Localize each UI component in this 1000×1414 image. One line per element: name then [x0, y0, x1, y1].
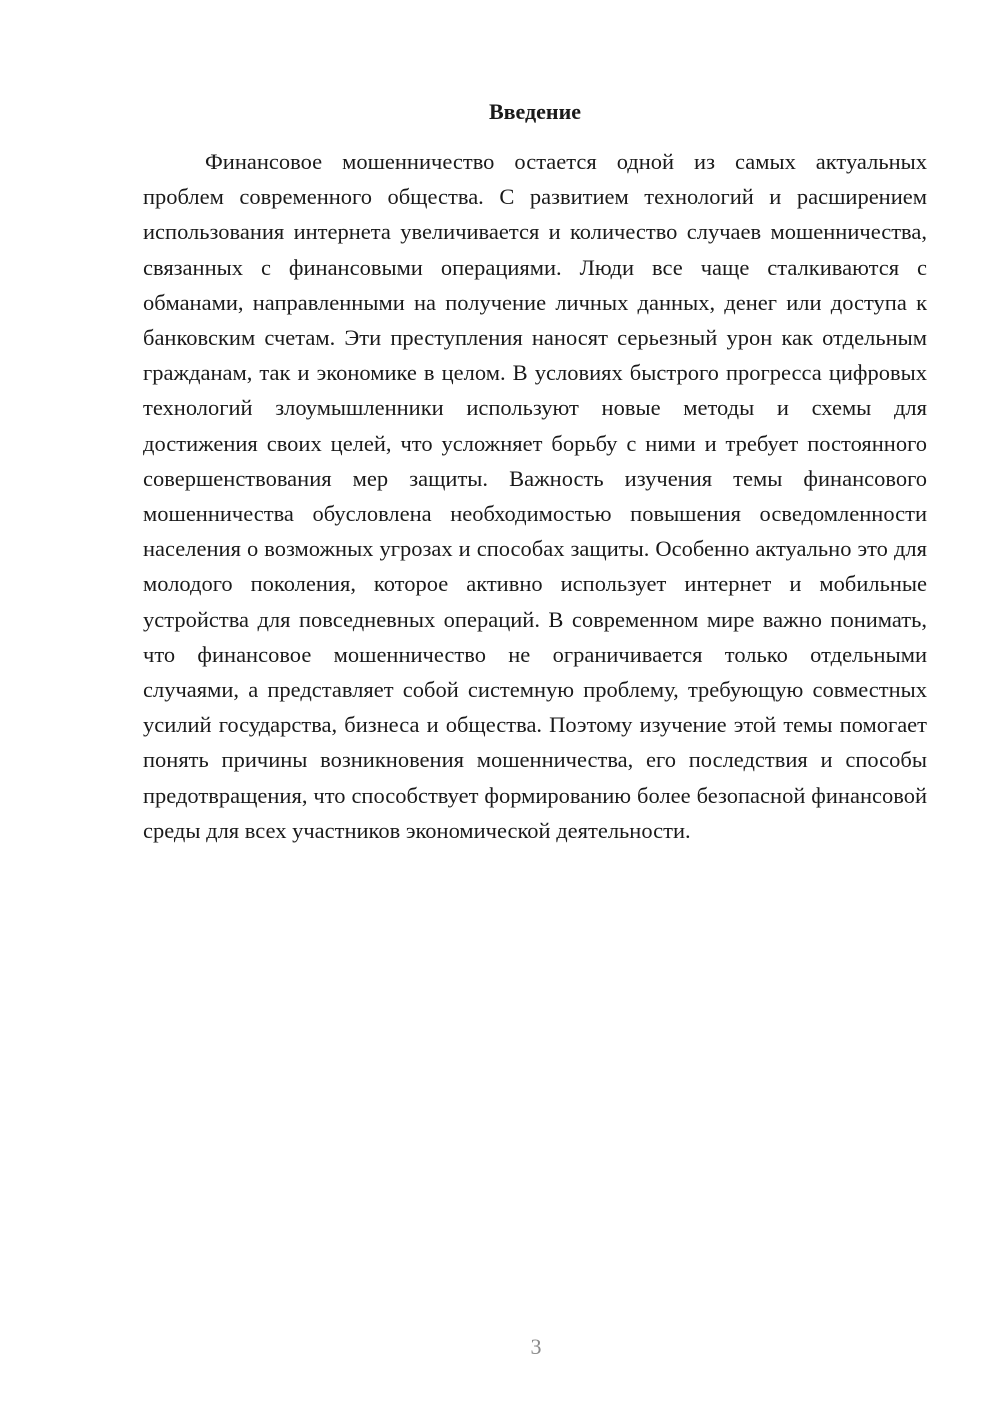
page-number: 3: [530, 1334, 542, 1359]
section-heading: Введение: [488, 99, 582, 124]
body-paragraph: Финансовое мошенничество остается одной из самых актуальных проблем современного общества. С развитием технологий и расширением использования интернета увеличивается и количество случаев мошенничества, связанных с финансовыми операциями. Люди все чаще сталкиваются с обманами, направленными на получение личных данных, денег или доступа к банковским счетам. Эти преступления наносят серьезный урон как отдельным гражданам, так и экономике в целом. В условиях быстрого прогресса цифровых технологий злоумышленники используют новые методы и схемы для достижения своих целей, что усложняет борьбу с ними и требует постоянного совершенствования мер защиты. Важность изучения темы финансового мошенничества обусловлена необходимостью повышения осведомленности населения о возможных угрозах и способах защиты. Особенно актуально это для молодого поколения, которое активно использует интернет и мобильные устройства для повседневных операций. В современном мире важно понимать, что финансовое мошенничество не ограничивается только отдельными случаями, а представляет собой системную проблему, требующую совместных усилий государства, бизнеса и общества. Поэтому изучение этой темы помогает понять причины возникновения мошенничества, его последствия и способы предотвращения, что способствует формированию более безопасной финансовой среды для всех участников экономической деятельности.: [143, 149, 927, 843]
